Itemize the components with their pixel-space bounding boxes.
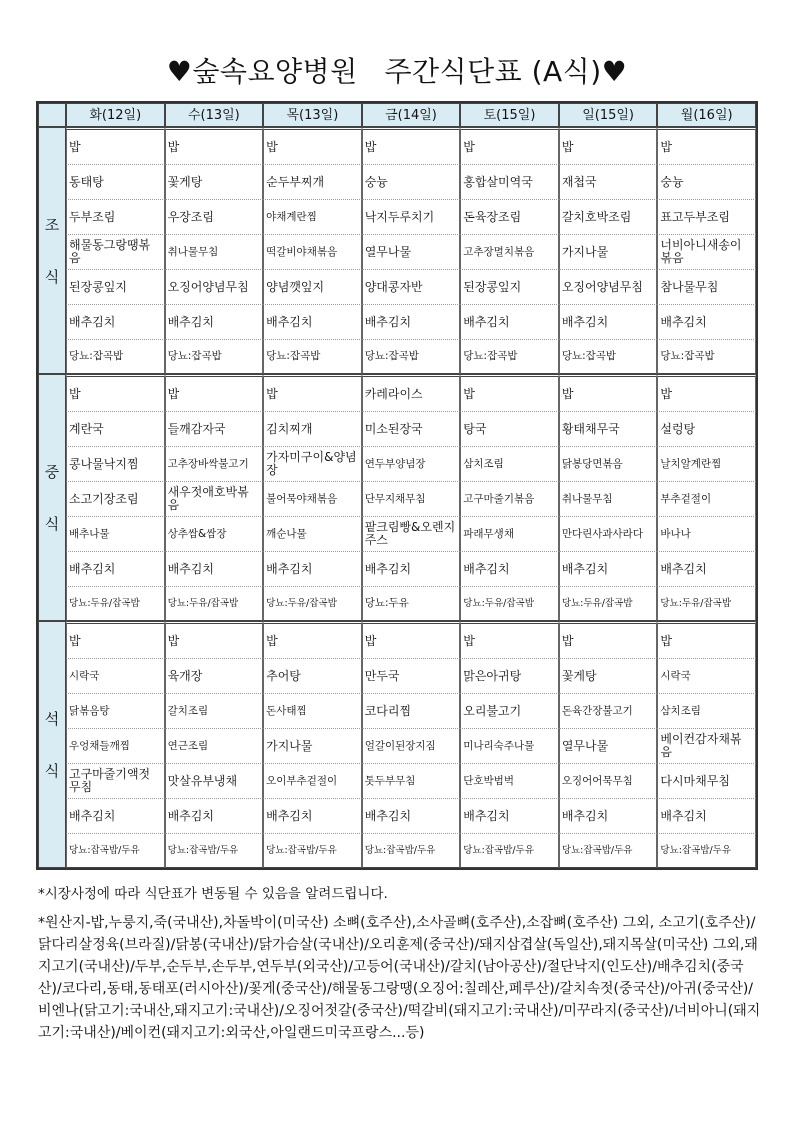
- menu-row: [38, 127, 756, 165]
- menu-row: [38, 235, 756, 270]
- menu-cell: 오이부추겉절이: [263, 764, 362, 799]
- menu-cell: 밥: [460, 374, 559, 412]
- menu-cell: 맛살유부냉채: [165, 764, 264, 799]
- day-header: 토(15일): [460, 103, 559, 127]
- menu-cell: 떡갈비야채볶음: [263, 235, 362, 270]
- menu-cell: 연근조림: [165, 729, 264, 764]
- menu-cell: 된장콩잎지: [460, 270, 559, 305]
- menu-cell: 밥: [263, 127, 362, 165]
- menu-cell: 배추김치: [165, 305, 264, 340]
- menu-cell: 취나물무침: [559, 482, 658, 517]
- menu-cell: 배추김치: [559, 552, 658, 587]
- menu-cell: 갈치조림: [165, 694, 264, 729]
- menu-cell: 낙지두루치기: [362, 200, 461, 235]
- menu-cell: 계란국: [66, 412, 165, 447]
- menu-cell: 콩나물낙지찜: [66, 447, 165, 482]
- menu-cell: 배추김치: [657, 305, 756, 340]
- menu-cell: 고구마줄기액젓무침: [66, 764, 165, 799]
- menu-cell: 배추김치: [66, 799, 165, 834]
- menu-cell: 당뇨:두유/잡곡밥: [66, 587, 165, 621]
- menu-cell: 배추김치: [263, 552, 362, 587]
- menu-cell: 밥: [263, 374, 362, 412]
- menu-cell: 열무나물: [362, 235, 461, 270]
- menu-cell: 당뇨:잡곡밥: [362, 340, 461, 374]
- menu-cell: 미나리숙주나물: [460, 729, 559, 764]
- menu-cell: 당뇨:잡곡밥/두유: [559, 834, 658, 868]
- menu-cell: 홍합살미역국: [460, 165, 559, 200]
- menu-cell: 다시마채무침: [657, 764, 756, 799]
- menu-cell: 시락국: [66, 659, 165, 694]
- menu-cell: 밥: [657, 621, 756, 659]
- heart-icon: ♥: [166, 55, 193, 88]
- menu-cell: 밥: [66, 127, 165, 165]
- menu-cell: 오징어양념무침: [165, 270, 264, 305]
- menu-cell: 베이컨감자채볶음: [657, 729, 756, 764]
- menu-cell: 밥: [657, 127, 756, 165]
- menu-cell: 열무나물: [559, 729, 658, 764]
- menu-cell: 미소된장국: [362, 412, 461, 447]
- menu-cell: 날치알계란찜: [657, 447, 756, 482]
- menu-cell: 파래무생채: [460, 517, 559, 552]
- menu-cell: 고추장멸치볶음: [460, 235, 559, 270]
- menu-cell: 당뇨:잡곡밥: [460, 340, 559, 374]
- menu-cell: 밥: [460, 127, 559, 165]
- menu-cell: 카레라이스: [362, 374, 461, 412]
- menu-cell: 밥: [263, 621, 362, 659]
- menu-cell: 배추나물: [66, 517, 165, 552]
- menu-cell: 재첩국: [559, 165, 658, 200]
- day-header: 금(14일): [362, 103, 461, 127]
- menu-cell: 탕국: [460, 412, 559, 447]
- menu-cell: 밥: [559, 127, 658, 165]
- menu-cell: 밥: [66, 374, 165, 412]
- menu-cell: 밥: [362, 127, 461, 165]
- menu-cell: 꽃게탕: [559, 659, 658, 694]
- menu-cell: 시락국: [657, 659, 756, 694]
- menu-cell: 너비아니새송이볶음: [657, 235, 756, 270]
- menu-cell: 배추김치: [66, 552, 165, 587]
- menu-row: [38, 729, 756, 764]
- menu-cell: 배추김치: [362, 799, 461, 834]
- day-header: 화(12일): [66, 103, 165, 127]
- menu-cell: 밥: [460, 621, 559, 659]
- menu-cell: 밥: [66, 621, 165, 659]
- menu-cell: 단호박범벅: [460, 764, 559, 799]
- menu-cell: 양대콩자반: [362, 270, 461, 305]
- menu-cell: 우엉채들깨찜: [66, 729, 165, 764]
- hospital-name: 숲속요양병원: [192, 55, 358, 88]
- menu-row: [38, 694, 756, 729]
- menu-cell: 배추김치: [263, 305, 362, 340]
- menu-cell: 배추김치: [362, 552, 461, 587]
- menu-cell: 들깨감자국: [165, 412, 264, 447]
- change-notice: *시장사정에 따라 식단표가 변동될 수 있음을 알려드립니다.: [38, 886, 388, 902]
- menu-cell: 황태채무국: [559, 412, 658, 447]
- menu-cell: 당뇨:잡곡밥: [66, 340, 165, 374]
- menu-cell: 배추김치: [263, 799, 362, 834]
- menu-cell: 팥크림빵&오렌지주스: [362, 517, 461, 552]
- menu-cell: 양념깻잎지: [263, 270, 362, 305]
- menu-row: [38, 447, 756, 482]
- menu-cell: 당뇨:잡곡밥/두유: [263, 834, 362, 868]
- menu-cell: 삼치조림: [657, 694, 756, 729]
- menu-cell: 고추장바싹불고기: [165, 447, 264, 482]
- menu-cell: 가지나물: [559, 235, 658, 270]
- menu-cell: 추어탕: [263, 659, 362, 694]
- menu-cell: 밥: [559, 621, 658, 659]
- menu-row: [38, 270, 756, 305]
- weekly-menu-table: [36, 101, 758, 870]
- menu-cell: 밥: [165, 621, 264, 659]
- menu-row: [38, 200, 756, 235]
- meal-label: 중 식: [38, 374, 66, 621]
- menu-cell: 밥: [362, 621, 461, 659]
- menu-cell: 야채계란찜: [263, 200, 362, 235]
- menu-cell: 밥: [657, 374, 756, 412]
- menu-row: [38, 552, 756, 587]
- origin-info: *원산지-밥,누룽지,죽(국내산),차돌박이(미국산) 소뼈(호주산),소사골뼈(호주산),소잡뼈(호주산) 그외, 소고기(호주산)/닭다리살정육(브라질)/닭봉(국내산)/닭가슴살(국내산)/오리훈제(중국산)/돼지삼겹살(독일산),돼지목살(미국산) 그외,돼지고기(국내산)/두부,순두부,손두부,연두부(외국산)/고등어(국내산)/갈치(남아공산)/절단낙지(인도산)/배추김치(중국산)/코다리,동태,동태포(러시아산)/꽃게(중국산)/해물동그랑땡(오징어:칠레산,페루산)/갈치속젓(중국산)/아귀(중국산)/비엔나(닭고기:국내산,돼지고기:국내산)/오징어젓갈(중국산)/떡갈비(돼지고기:국내산)/미꾸라지(중국산)/너비아니(돼지고기:국내산)/베이컨(돼지고기:외국산,아일랜드미국프랑스...등): [38, 915, 761, 1041]
- menu-cell: 당뇨:잡곡밥/두유: [657, 834, 756, 868]
- menu-cell: 당뇨:잡곡밥/두유: [362, 834, 461, 868]
- menu-row: [38, 412, 756, 447]
- menu-cell: 당뇨:잡곡밥: [165, 340, 264, 374]
- menu-cell: 고구마줄기볶음: [460, 482, 559, 517]
- menu-row: [38, 165, 756, 200]
- menu-cell: 배추김치: [657, 552, 756, 587]
- menu-cell: 부추겉절이: [657, 482, 756, 517]
- meal-label: 조 식: [38, 127, 66, 374]
- menu-cell: 배추김치: [460, 552, 559, 587]
- menu-cell: 배추김치: [362, 305, 461, 340]
- menu-cell: 배추김치: [559, 799, 658, 834]
- menu-cell: 당뇨:잡곡밥: [263, 340, 362, 374]
- day-header-row: [38, 103, 756, 127]
- menu-row: [38, 340, 756, 374]
- page-title: [0, 50, 794, 90]
- menu-cell: 꽃게탕: [165, 165, 264, 200]
- menu-cell: 바나나: [657, 517, 756, 552]
- menu-cell: 얼갈이된장지짐: [362, 729, 461, 764]
- menu-cell: 순두부찌개: [263, 165, 362, 200]
- menu-cell: 밥: [165, 374, 264, 412]
- menu-cell: 참나물무침: [657, 270, 756, 305]
- menu-cell: 상추쌈&쌈장: [165, 517, 264, 552]
- menu-cell: 단무지채무침: [362, 482, 461, 517]
- menu-cell: 가자미구이&양념장: [263, 447, 362, 482]
- menu-cell: 당뇨:두유/잡곡밥: [460, 587, 559, 621]
- notes: [38, 882, 763, 1044]
- menu-cell: 가지나물: [263, 729, 362, 764]
- menu-cell: 해물동그랑땡볶음: [66, 235, 165, 270]
- menu-cell: 돈육간장불고기: [559, 694, 658, 729]
- menu-cell: 소고기장조림: [66, 482, 165, 517]
- menu-cell: 당뇨:두유/잡곡밥: [263, 587, 362, 621]
- menu-row: [38, 482, 756, 517]
- menu-cell: 육개장: [165, 659, 264, 694]
- menu-cell: 두부조림: [66, 200, 165, 235]
- menu-row: [38, 305, 756, 340]
- menu-cell: 밥: [165, 127, 264, 165]
- menu-cell: 배추김치: [460, 305, 559, 340]
- menu-cell: 된장콩잎지: [66, 270, 165, 305]
- menu-cell: 밥: [559, 374, 658, 412]
- menu-cell: 만다린사과사라다: [559, 517, 658, 552]
- menu-cell: 불어묵야채볶음: [263, 482, 362, 517]
- menu-cell: 설렁탕: [657, 412, 756, 447]
- menu-cell: 만두국: [362, 659, 461, 694]
- menu-cell: 동태탕: [66, 165, 165, 200]
- menu-cell: 오징어양념무침: [559, 270, 658, 305]
- menu-cell: 닭볶음탕: [66, 694, 165, 729]
- menu-cell: 당뇨:두유/잡곡밥: [559, 587, 658, 621]
- menu-row: [38, 659, 756, 694]
- menu-subtitle: 주간식단표 (A식): [384, 55, 602, 88]
- menu-cell: 코다리찜: [362, 694, 461, 729]
- heart-icon: ♥: [601, 55, 628, 88]
- day-header: 월(16일): [657, 103, 756, 127]
- menu-cell: 당뇨:잡곡밥/두유: [66, 834, 165, 868]
- menu-cell: 배추김치: [460, 799, 559, 834]
- menu-cell: 당뇨:두유/잡곡밥: [657, 587, 756, 621]
- menu-cell: 맑은아귀탕: [460, 659, 559, 694]
- menu-cell: 배추김치: [657, 799, 756, 834]
- menu-cell: 배추김치: [165, 799, 264, 834]
- menu-cell: 숭늉: [657, 165, 756, 200]
- menu-cell: 배추김치: [165, 552, 264, 587]
- menu-cell: 갈치호박조림: [559, 200, 658, 235]
- menu-cell: 김치찌개: [263, 412, 362, 447]
- menu-cell: 당뇨:두유: [362, 587, 461, 621]
- menu-cell: 오리불고기: [460, 694, 559, 729]
- menu-cell: 삼치조림: [460, 447, 559, 482]
- menu-row: [38, 517, 756, 552]
- menu-cell: 취나물무침: [165, 235, 264, 270]
- day-header: 일(15일): [559, 103, 658, 127]
- menu-cell: 닭봉당면볶음: [559, 447, 658, 482]
- menu-cell: 당뇨:두유/잡곡밥: [165, 587, 264, 621]
- menu-cell: 돈육장조림: [460, 200, 559, 235]
- menu-cell: 우장조림: [165, 200, 264, 235]
- day-header: 목(13일): [263, 103, 362, 127]
- menu-cell: 표고두부조림: [657, 200, 756, 235]
- menu-cell: 돈사태찜: [263, 694, 362, 729]
- menu-row: [38, 621, 756, 659]
- meal-label: 석 식: [38, 621, 66, 868]
- menu-cell: 톳두부무침: [362, 764, 461, 799]
- menu-cell: 당뇨:잡곡밥: [657, 340, 756, 374]
- menu-cell: 숭늉: [362, 165, 461, 200]
- menu-row: [38, 764, 756, 799]
- menu-row: [38, 799, 756, 834]
- menu-cell: 새우젓애호박볶음: [165, 482, 264, 517]
- menu-cell: 깨순나물: [263, 517, 362, 552]
- menu-cell: 오징어어묵무침: [559, 764, 658, 799]
- menu-row: [38, 374, 756, 412]
- menu-cell: 당뇨:잡곡밥/두유: [165, 834, 264, 868]
- menu-cell: 당뇨:잡곡밥: [559, 340, 658, 374]
- menu-row: [38, 834, 756, 868]
- day-header: 수(13일): [165, 103, 264, 127]
- menu-cell: 배추김치: [559, 305, 658, 340]
- menu-cell: 연두부양념장: [362, 447, 461, 482]
- menu-cell: 배추김치: [66, 305, 165, 340]
- menu-row: [38, 587, 756, 621]
- menu-cell: 당뇨:잡곡밥/두유: [460, 834, 559, 868]
- header-corner: [38, 103, 66, 127]
